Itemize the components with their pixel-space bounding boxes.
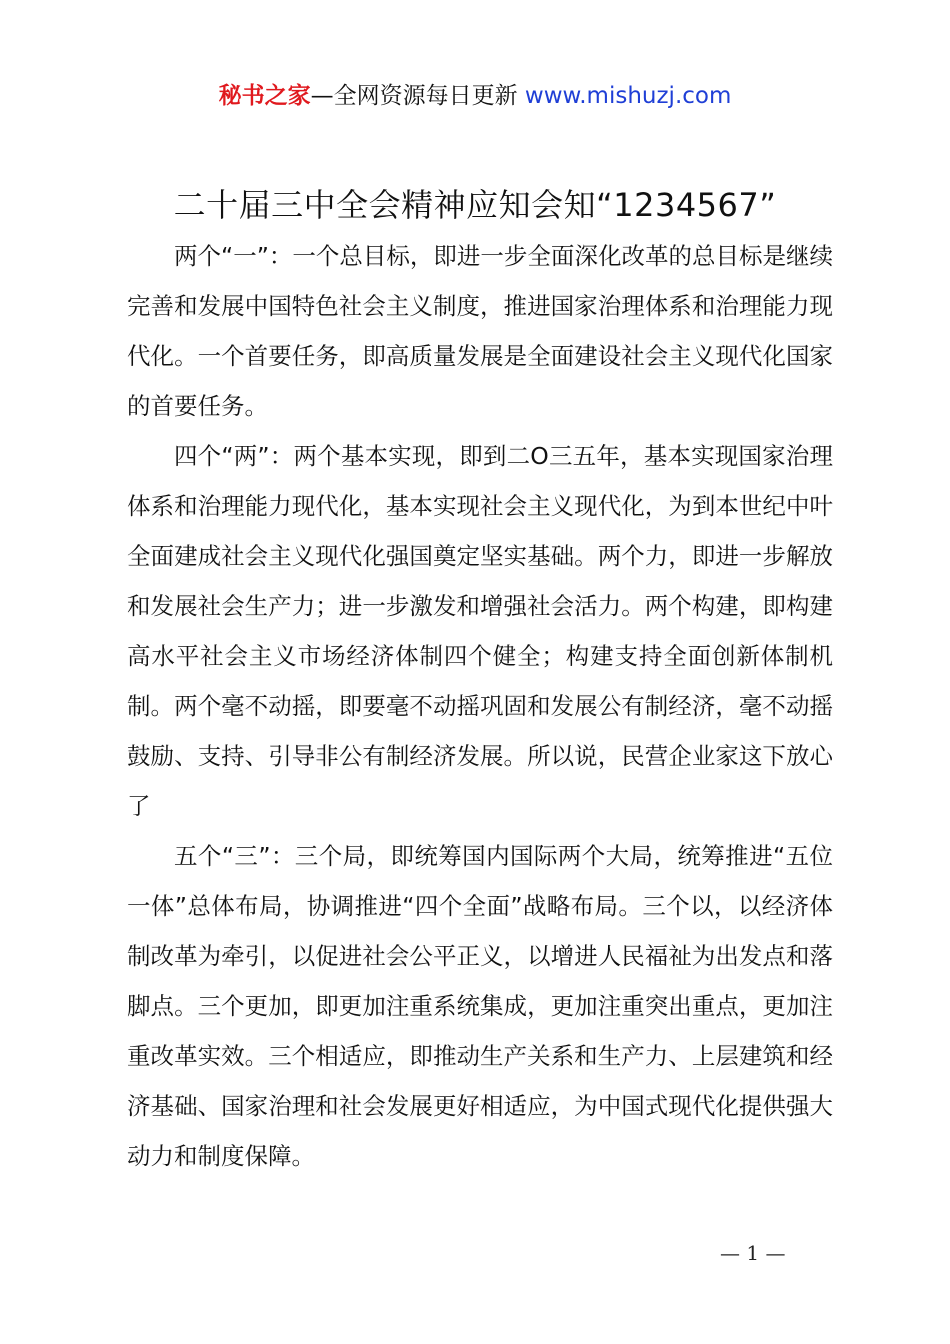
site-header [0,80,950,112]
site-url-link[interactable]: www.mishuzj.com [524,83,732,109]
page-number: — 1 — [720,1241,786,1265]
paragraph: 两个“一”：一个总目标，即进一步全面深化改革的总目标是继续完善和发展中国特色社会主义制度，推进国家治理体系和治理能力现代化。一个首要任务，即高质量发展是全面建设社会主义现代化国家的首要任务。 [127,242,833,420]
document-title: 二十届三中全会精神应知会知“1234567” [173,186,777,224]
paragraph: 五个“三”：三个局，即统筹国内国际两个大局，统筹推进“五位一体”总体布局，协调推进“四个全面”战略布局。三个以，以经济体制改革为牵引，以促进社会公平正义，以增进人民福祉为出发点和落脚点。三个更加，即更加注重系统集成，更加注重突出重点，更加注重改革实效。三个相适应，即推动生产关系和生产力、上层建筑和经济基础、国家治理和社会发展更好相适应，为中国式现代化提供强大动力和制度保障。 [127,842,833,1170]
header-tagline: —全网资源每日更新 [310,83,525,109]
paragraph: 四个“两”：两个基本实现，即到二O三五年，基本实现国家治理体系和治理能力现代化，基本实现社会主义现代化，为到本世纪中叶全面建成社会主义现代化强国奠定坚实基础。两个力，即进一步解放和发展社会生产力；进一步激发和增强社会活力。两个构建，即构建高水平社会主义市场经济体制四个健全；构建支持全面创新体制机制。两个毫不动摇，即要毫不动摇巩固和发展公有制经济，毫不动摇鼓励、支持、引导非公有制经济发展。所以说，民营企业家这下放心了 [127,442,833,820]
brand-name: 秘书之家 [218,83,311,109]
document-body [127,231,833,1181]
